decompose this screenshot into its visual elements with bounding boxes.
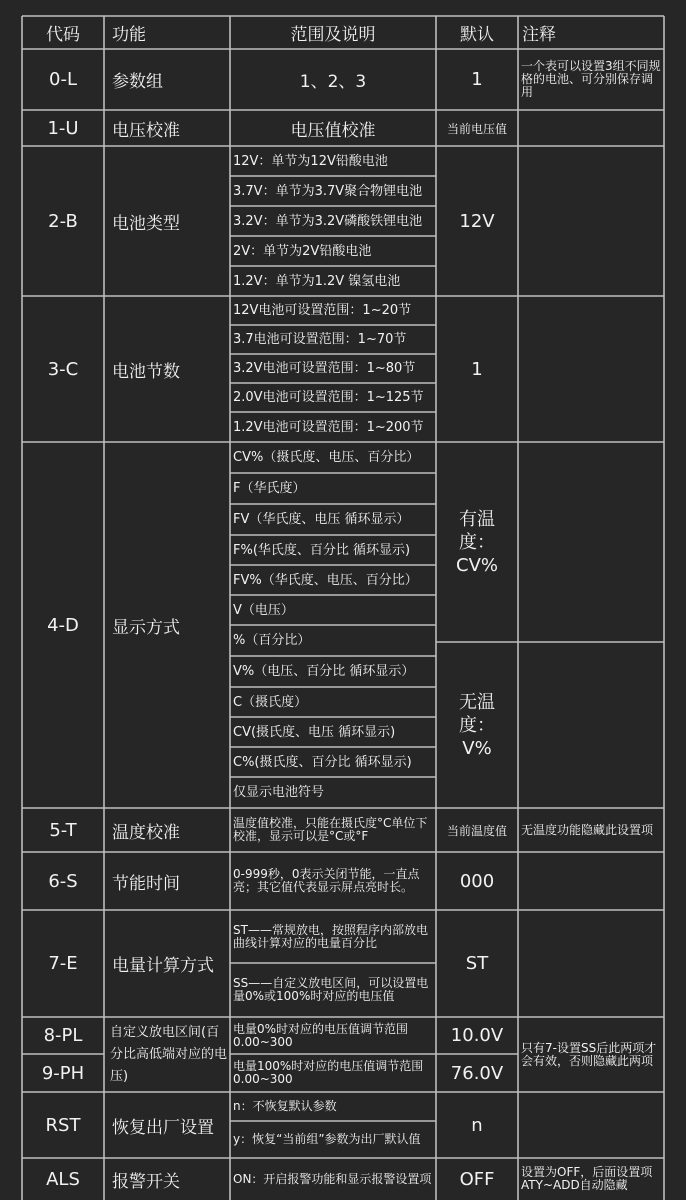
battery-count-item: 3.2V电池可设置范围：1~80节 — [233, 361, 416, 376]
row-0l-note: 一个表可以设置3组不同规格的电池、可分别保存调用 — [521, 59, 661, 99]
row-als-range: ON：开启报警功能和显示报警设置项 — [233, 1171, 432, 1186]
header-code: 代码 — [46, 25, 80, 45]
display-mode-item: %（百分比） — [233, 633, 311, 648]
row-5t-function: 温度校准 — [112, 822, 180, 843]
display-mode-item: FV%（华氏度、电压、百分比） — [233, 572, 418, 588]
header-range: 范围及说明 — [290, 25, 376, 45]
row-rst-default: n — [471, 1114, 483, 1136]
row-8pl-code: 8-PL — [43, 1025, 83, 1046]
battery-type-item: 12V：单节为12V铅酸电池 — [233, 153, 388, 169]
header-function: 功能 — [112, 25, 146, 45]
row-5t-code: 5-T — [49, 819, 77, 841]
row-7e-default: ST — [465, 953, 489, 974]
row-als-function: 报警开关 — [112, 1171, 180, 1192]
row-7e-code: 7-E — [48, 953, 78, 974]
row-3c-code: 3-C — [47, 358, 79, 380]
row-4d-default-with-temp: 有温度：CV% — [456, 508, 498, 576]
row-0l-function: 参数组 — [112, 72, 163, 92]
row-4d-default-no-temp: 无温度：V% — [459, 691, 495, 759]
header-note: 注释 — [522, 25, 556, 45]
row-6s-function: 节能时间 — [112, 873, 180, 894]
row-3c-default: 1 — [471, 358, 483, 380]
row-7e-function: 电量计算方式 — [112, 956, 214, 976]
battery-type-item: 3.2V：单节为3.2V磷酸铁锂电池 — [233, 213, 423, 229]
calc-method-item: ST——常规放电，按照程序内部放电曲线计算对应的电量百分比 — [233, 922, 428, 950]
battery-count-item: 3.7电池可设置范围：1~70节 — [233, 332, 407, 347]
display-mode-item: C（摄氏度） — [233, 694, 308, 710]
display-mode-item: CV(摄氏度、电压 循环显示) — [233, 724, 396, 740]
row-als-code: ALS — [46, 1168, 80, 1190]
display-mode-item: C%(摄氏度、百分比 循环显示) — [233, 754, 412, 770]
row-9ph-default: 76.0V — [450, 1062, 504, 1084]
row-8pl-range: 电量0%时对应的电压值调节范围0.00~300 — [233, 1021, 409, 1049]
battery-count-item: 1.2V电池可设置范围：1~200节 — [233, 419, 424, 435]
row-3c-function: 电池节数 — [112, 361, 180, 382]
battery-count-item: 12V电池可设置范围：1~20节 — [233, 303, 412, 318]
row-rst-function: 恢复出厂设置 — [112, 1117, 214, 1138]
row-1u-default: 当前电压值 — [446, 121, 507, 136]
row-5t-default: 当前温度值 — [446, 823, 507, 838]
row-2b-function: 电池类型 — [112, 213, 180, 234]
calc-method-item: SS——自定义放电区间，可以设置电量0%或100%时对应的电压值 — [233, 976, 429, 1003]
row-als-note: 设置为OFF，后面设置项ATY~ADD自动隐藏 — [521, 1165, 653, 1192]
battery-type-item: 2V：单节为2V铅酸电池 — [233, 243, 372, 259]
row-8-9-function: 自定义放电区间(百分比高低端对应的电压) — [110, 1024, 228, 1084]
display-mode-item: V（电压） — [233, 602, 294, 618]
battery-type-item: 1.2V：单节为1.2V 镍氢电池 — [233, 273, 401, 289]
display-mode-item: FV（华氏度、电压 循环显示） — [233, 512, 410, 527]
display-mode-item: V%（电压、百分比 循环显示） — [233, 664, 415, 679]
row-0l-range: 1、2、3 — [299, 72, 367, 92]
display-mode-item: 仅显示电池符号 — [233, 785, 325, 800]
row-5t-note: 无温度功能隐藏此设置项 — [521, 822, 654, 837]
battery-type-item: 3.7V：单节为3.7V聚合物锂电池 — [233, 183, 423, 199]
battery-count-item: 2.0V电池可设置范围：1~125节 — [233, 390, 424, 405]
row-6s-range: 0-999秒，0表示关闭节能，一直点亮；其它值代表显示屏点亮时长。 — [233, 867, 420, 894]
row-8-9-note: 只有7-设置SS后此两项才会有效，否则隐藏此两项 — [521, 1040, 657, 1068]
row-6s-default: 000 — [459, 870, 495, 892]
row-5t-range: 温度值校准，只能在摄氏度°C单位下校准，显示可以是°C或°F — [233, 816, 428, 843]
row-1u-function: 电压校准 — [112, 120, 180, 141]
row-0l-code: 0-L — [49, 69, 77, 90]
display-mode-item: CV%（摄氏度、电压、百分比） — [233, 450, 420, 465]
display-mode-item: F%(华氏度、百分比 循环显示) — [233, 542, 411, 558]
row-rst-code: RST — [45, 1114, 81, 1136]
row-8pl-default: 10.0V — [450, 1025, 504, 1046]
row-9ph-range: 电量100%时对应的电压值调节范围0.00~300 — [233, 1059, 424, 1086]
row-0l-default: 1 — [471, 69, 483, 90]
row-4d-code: 4-D — [47, 614, 79, 636]
display-mode-item: F（华氏度） — [233, 481, 306, 496]
header-default: 默认 — [460, 25, 494, 45]
row-1u-code: 1-U — [47, 117, 79, 139]
row-2b-default: 12V — [459, 210, 495, 232]
row-1u-range: 电压值校准 — [290, 120, 376, 141]
factory-reset-item: n：不恢复默认参数 — [233, 1099, 337, 1113]
row-4d-function: 显示方式 — [112, 617, 180, 638]
row-als-default: OFF — [459, 1168, 495, 1190]
factory-reset-item: y：恢复“当前组”参数为出厂默认值 — [233, 1132, 421, 1146]
row-6s-code: 6-S — [48, 870, 78, 892]
row-9ph-code: 9-PH — [41, 1062, 85, 1084]
row-2b-code: 2-B — [48, 210, 78, 232]
